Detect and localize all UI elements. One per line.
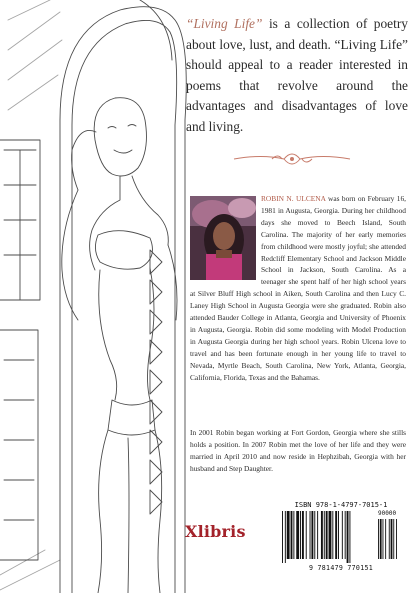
author-name: ROBIN N. ULCENA: [261, 194, 326, 203]
barcode: [278, 501, 404, 575]
publisher-logo: Xlibris: [185, 522, 246, 541]
blurb-text: is a collection of poetry about love, lust, and death. “Living Life” should appeal to a reader interested in poems that revolve around the advantages and disadvantages of love and living.: [186, 16, 408, 134]
isbn-label: ISBN 978-1-4797-7015-1: [294, 501, 388, 509]
blurb-title-quote: “Living Life”: [186, 16, 263, 31]
scroll-ornament-icon: [232, 150, 352, 168]
barcode-number: 9 781479 770151: [308, 564, 374, 572]
author-bio: [190, 193, 406, 384]
barcode-addon: 90000: [378, 510, 397, 517]
bio-paragraph-1: was born on February 16, 1981 in Augusta, Georgia. During her childhood days she moved to Beech Island, South Carolina. The majority of her early memories from childhood were mostly joyful; she attended Redcliff Elementary School and Jackson Middle School in Jackson, South Carolina. As a teenager she spent half of her high school years at Silver Bluff High school in Aiken, South Carolina and then Lucy C. Laney High School in Augusta Georgia were she graduated. Robin also attended Bauder College in Atlanta, Georgia and University of Phoenix in Augusta, Georgia. Robin did some modeling with Model Production in Augusta Georgia during her high school years. Robin Ulcena love to travel and has been fortunate enough in her young life to travel to Nevada, Myrtle Beach, South Carolina, New York, Atlanta, Georgia, California, Florida, Texas and the Bahamas.: [190, 194, 407, 382]
bio-paragraph-2: In 2001 Robin began working at Fort Gordon, Georgia where she stills holds a position. In 2007 Robin met the love of her life and they were married in April 2010 and now reside in Hephzibah, Georgia with her husband and Step Daughter.: [190, 428, 406, 473]
barcode-bars: [278, 511, 404, 565]
book-blurb: [186, 14, 408, 137]
